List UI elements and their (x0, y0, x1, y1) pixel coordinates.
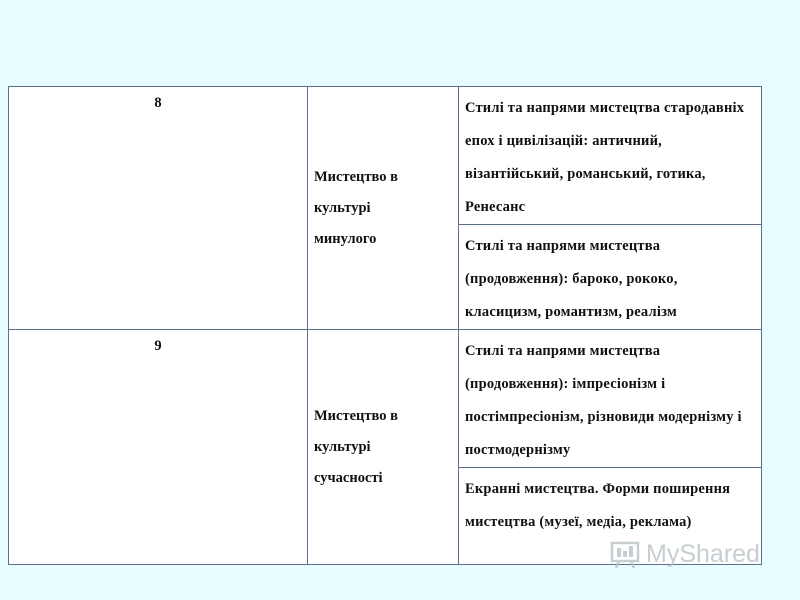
topic-text: Мистецтво в культурі минулого (314, 168, 398, 247)
lesson-number-cell (9, 87, 308, 330)
topic-text: Мистецтво в культурі сучасності (314, 407, 398, 486)
table-row (9, 87, 762, 225)
content-text: Стилі та напрями мистецтва стародавніх епох і цивілізацій: античний, візантійський, романський, готика, Ренесанс (465, 100, 745, 215)
table-row (9, 330, 762, 468)
content-cell (459, 225, 762, 330)
content-text: Екранні мистецтва. Форми поширення мистецтва (музеї, медіа, реклама) (465, 481, 731, 530)
content-cell (459, 87, 762, 225)
presentation-board-icon (610, 541, 640, 569)
watermark-text: MyShared (646, 540, 760, 568)
content-cell (459, 330, 762, 468)
lesson-number: 9 (154, 338, 162, 354)
content-text: Стилі та напрями мистецтва (продовження): бароко, рококо, класицизм, романтизм, реалізм (465, 238, 678, 320)
topic-cell (308, 330, 459, 565)
lesson-number: 8 (154, 95, 162, 111)
curriculum-table (8, 86, 762, 565)
topic-cell (308, 87, 459, 330)
content-text: Стилі та напрями мистецтва (продовження): імпресіонізм і постімпресіонізм, різновиди модернізму і постмодернізму (465, 343, 742, 458)
watermark (610, 540, 760, 569)
lesson-number-cell (9, 330, 308, 565)
